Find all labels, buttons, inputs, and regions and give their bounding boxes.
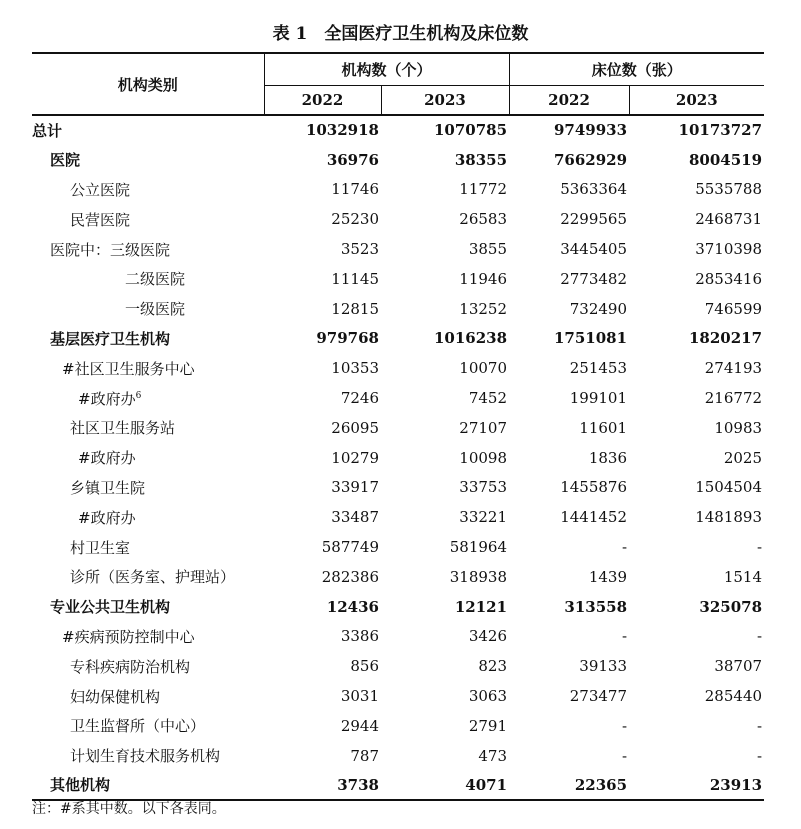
cell-value: 1751081 <box>553 329 628 348</box>
cell-value: - <box>756 746 763 765</box>
cell-value: 216772 <box>704 389 763 408</box>
row-label: 社区卫生服务站 <box>70 419 176 438</box>
row-label: 医院中：三级医院 <box>50 240 171 259</box>
cell-value: 38707 <box>714 657 763 676</box>
cell-value: 273477 <box>569 687 628 706</box>
cell-value: 26095 <box>331 418 379 437</box>
cell-value: 27107 <box>459 418 508 437</box>
cell-value: 4071 <box>381 771 509 801</box>
cell-value: 7246 <box>340 389 379 408</box>
beds-header: 床位数（张） <box>509 53 764 86</box>
cell-value: 7662929 <box>553 150 628 169</box>
cell-value: 3386 <box>340 627 379 646</box>
cell-value: 26583 <box>459 210 508 229</box>
cell-value: 12121 <box>454 597 508 616</box>
row-label: 专业公共卫生机构 <box>50 598 171 617</box>
cell-value: 1032918 <box>305 121 379 140</box>
row-label <box>32 383 264 413</box>
row-label: 一级医院 <box>125 300 186 319</box>
cell-value: 11601 <box>579 418 628 437</box>
cell-value: 2025 <box>723 448 763 467</box>
cell-value: 10173727 <box>678 121 763 140</box>
cell-value: 33917 <box>331 478 379 497</box>
table-row <box>32 473 764 503</box>
cell-value: 1455876 <box>560 478 628 497</box>
cell-value: - <box>621 627 628 646</box>
cell-value: 285440 <box>704 687 763 706</box>
year-header: 2022 <box>509 86 629 116</box>
cell-value: 10353 <box>331 359 379 378</box>
cell-value: 2299565 <box>560 210 628 229</box>
cell-value: 11145 <box>331 269 379 288</box>
table-row <box>32 562 764 592</box>
table-row <box>32 771 764 801</box>
table-row <box>32 145 764 175</box>
cell-value: 3523 <box>340 240 379 259</box>
cell-value: 11746 <box>331 180 379 199</box>
cell-value: 36976 <box>326 150 379 169</box>
table-row <box>32 741 764 771</box>
table-row <box>32 681 764 711</box>
row-label: 基层医疗卫生机构 <box>50 329 171 348</box>
cell-value: 2468731 <box>695 210 763 229</box>
cell-value: 3031 <box>340 687 379 706</box>
table-row <box>32 413 764 443</box>
cell-value: 3063 <box>468 687 508 706</box>
cell-value: 199101 <box>569 389 628 408</box>
cell-value: 2791 <box>468 716 508 735</box>
cell-value: 325078 <box>699 597 763 616</box>
table-row <box>32 651 764 681</box>
row-label: 村卫生室 <box>70 538 131 557</box>
cell-value: 10983 <box>714 418 763 437</box>
row-label: 计划生育技术服务机构 <box>70 747 221 766</box>
table-row <box>32 622 764 652</box>
cell-value: 1439 <box>588 567 628 586</box>
cell-value: 3426 <box>468 627 508 646</box>
row-label: #疾病预防控制中心 <box>62 627 195 646</box>
row-label: #政府办 <box>78 508 136 527</box>
cell-value: 10098 <box>459 448 508 467</box>
cell-value: 581964 <box>449 538 508 557</box>
cell-value: 23913 <box>629 771 764 801</box>
row-label: 其他机构 <box>32 771 264 801</box>
cell-value: - <box>756 716 763 735</box>
table-row <box>32 294 764 324</box>
cell-value: 823 <box>478 657 508 676</box>
cell-value: 5363364 <box>560 180 628 199</box>
cell-value: - <box>756 538 763 557</box>
cell-value: 9749933 <box>553 121 628 140</box>
year-header: 2023 <box>629 86 764 116</box>
cell-value: - <box>621 746 628 765</box>
table-row <box>32 353 764 383</box>
row-label: 卫生监督所（中心） <box>70 717 206 736</box>
table-row <box>32 711 764 741</box>
row-label: 妇幼保健机构 <box>70 687 161 706</box>
cell-value: 274193 <box>704 359 763 378</box>
cell-value: 1836 <box>588 448 628 467</box>
cell-value: - <box>756 627 763 646</box>
cell-value: - <box>621 538 628 557</box>
cell-value: 3445405 <box>560 240 628 259</box>
cell-value: 1441452 <box>560 508 628 527</box>
institutions-header: 机构数（个） <box>264 53 509 86</box>
cell-value: 12815 <box>331 299 379 318</box>
footnote-marker: 6 <box>135 390 142 401</box>
cell-value: 1070785 <box>433 121 508 140</box>
row-label: 专科疾病防治机构 <box>70 657 191 676</box>
row-label: 二级医院 <box>125 270 186 289</box>
cell-value: 8004519 <box>688 150 763 169</box>
cell-value: 5535788 <box>695 180 763 199</box>
cell-value: 587749 <box>321 538 379 557</box>
facilities-table <box>32 52 764 801</box>
cell-value: 318938 <box>449 567 508 586</box>
cell-value: 732490 <box>569 299 628 318</box>
row-label-text: #政府办 <box>78 389 136 408</box>
cell-value: 1481893 <box>695 508 763 527</box>
table-row <box>32 443 764 473</box>
cell-value: 33753 <box>459 478 508 497</box>
table-row <box>32 234 764 264</box>
cell-value: 979768 <box>316 329 379 348</box>
row-label: #政府办 <box>78 449 136 468</box>
cell-value: 787 <box>350 746 379 765</box>
category-header: 机构类别 <box>32 53 264 115</box>
table-row <box>32 324 764 354</box>
cell-value: 473 <box>478 746 508 765</box>
table-footnote: 注：#系其中数。以下各表同。 <box>32 801 226 817</box>
cell-value: 2853416 <box>695 269 763 288</box>
cell-value: 2773482 <box>560 269 628 288</box>
cell-value: 39133 <box>579 657 628 676</box>
cell-value: 38355 <box>454 150 508 169</box>
cell-value: 11772 <box>459 180 508 199</box>
table-row <box>32 264 764 294</box>
cell-value: 33221 <box>459 508 508 527</box>
row-label: 医院 <box>50 151 81 170</box>
row-label: 总计 <box>32 121 63 140</box>
cell-value: 11946 <box>459 269 508 288</box>
cell-value: 746599 <box>704 299 763 318</box>
cell-value: 10279 <box>331 448 379 467</box>
cell-value: 3710398 <box>695 240 763 259</box>
cell-value: 856 <box>350 657 379 676</box>
table-row <box>32 592 764 622</box>
table-row <box>32 502 764 532</box>
cell-value: 3855 <box>468 240 508 259</box>
row-label: #社区卫生服务中心 <box>62 359 195 378</box>
cell-value: 251453 <box>569 359 628 378</box>
cell-value: 2944 <box>340 716 379 735</box>
table-row <box>32 175 764 205</box>
table-row <box>32 115 764 145</box>
cell-value: 22365 <box>509 771 629 801</box>
cell-value: 1504504 <box>695 478 763 497</box>
row-label: 诊所（医务室、护理站） <box>70 568 236 587</box>
cell-value: 1016238 <box>433 329 508 348</box>
table-title: 表 1 全国医疗卫生机构及床位数 <box>272 24 529 44</box>
cell-value: 33487 <box>331 508 379 527</box>
cell-value: 25230 <box>331 210 379 229</box>
year-header: 2022 <box>264 86 381 116</box>
cell-value: 12436 <box>326 597 379 616</box>
row-label: 乡镇卫生院 <box>70 478 146 497</box>
cell-value: 1820217 <box>688 329 763 348</box>
cell-value: 7452 <box>468 389 508 408</box>
year-header: 2023 <box>381 86 509 116</box>
cell-value: - <box>621 716 628 735</box>
cell-value: 1514 <box>723 567 763 586</box>
table-row <box>32 383 764 413</box>
cell-value: 13252 <box>459 299 508 318</box>
cell-value: 282386 <box>321 567 379 586</box>
table-row <box>32 204 764 234</box>
row-label: 民营医院 <box>70 210 131 229</box>
cell-value: 313558 <box>564 597 628 616</box>
cell-value: 10070 <box>459 359 508 378</box>
row-label: 公立医院 <box>70 180 131 199</box>
table-row <box>32 532 764 562</box>
cell-value: 3738 <box>264 771 381 801</box>
